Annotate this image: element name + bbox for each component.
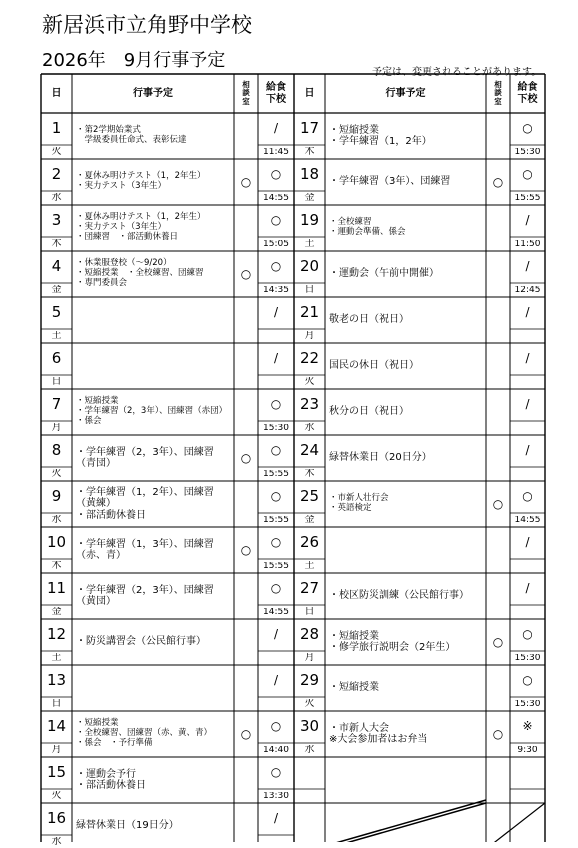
event-line: ・英語検定 <box>329 503 372 513</box>
counseling-mark: ○ <box>492 728 504 741</box>
date-number: 22 <box>299 351 320 367</box>
event-line: ・学年練習（1，3年）、団練習 <box>76 538 214 550</box>
event-line: ・校区防災訓練（公民館行事） <box>329 590 469 602</box>
event-line: ・実力テスト（3年生） <box>76 181 167 191</box>
dismissal-time: 14:35 <box>263 286 289 295</box>
weekday-label: 火 <box>51 147 62 157</box>
event-cell <box>72 252 238 296</box>
dismissal-time: 15:30 <box>514 148 541 157</box>
header-events: 行事予定 <box>385 87 426 99</box>
weekday-label: 水 <box>304 423 315 433</box>
lunch-mark: / <box>525 260 530 273</box>
event-cell <box>325 666 490 710</box>
date-number: 4 <box>51 259 62 275</box>
counseling-mark: ○ <box>492 636 504 649</box>
event-line: ・実力テスト（3年生） <box>76 222 167 233</box>
counseling-mark: ○ <box>492 498 504 511</box>
header-day: 日 <box>304 87 315 99</box>
date-number: 29 <box>299 673 320 689</box>
dismissal-time: 11:50 <box>514 240 541 249</box>
event-line: ・夏休み明けテスト（1，2年生） <box>76 212 206 223</box>
event-cell <box>325 528 490 572</box>
dismissal-time: 15:05 <box>263 240 289 249</box>
dismissal-time: 14:55 <box>263 194 289 203</box>
weekday-label: 土 <box>304 561 315 571</box>
schedule-title: 2026年 9月行事予定 <box>42 50 226 71</box>
date-number: 27 <box>299 581 320 597</box>
lunch-mark: ○ <box>270 766 282 779</box>
weekday-label: 木 <box>304 147 315 157</box>
lunch-mark: / <box>273 628 279 641</box>
event-line: ・運動会（午前中開催） <box>329 268 439 280</box>
date-number: 23 <box>299 397 320 413</box>
event-cell <box>72 344 238 388</box>
lunch-mark: / <box>273 306 279 319</box>
weekday-label: 火 <box>304 699 315 709</box>
header-events: 行事予定 <box>133 87 173 99</box>
date-number: 3 <box>51 213 62 229</box>
lunch-mark: ○ <box>522 490 533 503</box>
date-number: 1 <box>51 121 62 137</box>
lunch-mark: / <box>273 674 279 687</box>
lunch-mark: / <box>525 306 530 319</box>
event-line: （黄練） <box>76 498 116 510</box>
event-cell <box>325 620 490 664</box>
lunch-mark: / <box>273 352 279 365</box>
date-number: 8 <box>51 443 62 459</box>
event-line: ・短縮授業 <box>76 396 119 407</box>
dismissal-time: 15:55 <box>263 562 289 571</box>
event-cell <box>325 390 490 434</box>
event-line: ・学年練習（1，2年）、団練習 <box>76 486 214 498</box>
date-number: 26 <box>299 535 320 551</box>
header-day: 日 <box>51 87 62 99</box>
event-cell <box>325 712 490 756</box>
weekday-label: 金 <box>51 607 62 617</box>
event-cell <box>72 712 238 756</box>
weekday-label: 月 <box>304 331 315 341</box>
lunch-mark: ○ <box>270 444 282 457</box>
dismissal-time: 15:55 <box>514 194 541 203</box>
lunch-mark: ○ <box>270 260 282 273</box>
date-number: 16 <box>46 811 67 827</box>
event-cell <box>72 804 238 848</box>
lunch-mark: / <box>525 398 530 411</box>
lunch-mark: ○ <box>270 490 282 503</box>
date-number: 6 <box>51 351 62 367</box>
weekday-label: 火 <box>304 377 315 387</box>
dismissal-time: 15:55 <box>263 470 289 479</box>
lunch-mark: / <box>525 582 530 595</box>
event-cell <box>325 252 490 296</box>
weekday-label: 月 <box>51 745 62 755</box>
date-number: 9 <box>51 489 62 505</box>
counseling-mark: ○ <box>240 268 252 281</box>
event-line: ・学年練習（2，3年）、団練習（赤団） <box>76 406 228 417</box>
school-name: 新居浜市立角野中学校 <box>42 13 252 37</box>
weekday-label: 水 <box>51 837 62 847</box>
dismissal-time: 14:40 <box>263 746 289 755</box>
header-lunch: 給食 下校 <box>517 82 538 105</box>
dismissal-time: 12:45 <box>514 286 541 295</box>
weekday-label: 金 <box>51 285 62 295</box>
dismissal-time: 15:30 <box>514 700 541 709</box>
lunch-mark: ○ <box>270 398 282 411</box>
counseling-mark: ○ <box>240 452 252 465</box>
event-line: ・短縮授業 <box>329 124 379 136</box>
date-number: 18 <box>299 167 320 183</box>
header-counseling: 相 談 室 <box>242 79 250 106</box>
lunch-mark: ○ <box>522 168 533 181</box>
event-line: 学級委員任命式、表彰伝達 <box>76 135 187 145</box>
date-number: 13 <box>46 673 67 689</box>
date-number: 24 <box>299 443 320 459</box>
weekday-label: 日 <box>304 285 315 295</box>
weekday-label: 日 <box>304 607 315 617</box>
event-cell <box>325 160 490 204</box>
event-line: 秋分の日（祝日） <box>329 406 409 418</box>
dismissal-time: 15:55 <box>263 516 289 525</box>
event-cell <box>72 436 238 480</box>
date-number: 15 <box>46 765 67 781</box>
date-number: 11 <box>46 581 67 597</box>
event-line: ・市新人壮行会 <box>329 493 389 504</box>
dismissal-time: 14:55 <box>514 516 541 525</box>
lunch-mark: ○ <box>270 214 282 227</box>
event-cell <box>325 574 490 618</box>
date-number: 2 <box>51 167 62 183</box>
date-number: 25 <box>299 489 320 505</box>
date-number: 19 <box>299 213 320 229</box>
lunch-mark: ※ <box>522 720 533 733</box>
event-line: ・短縮授業 <box>329 630 379 642</box>
lunch-mark: / <box>273 122 279 135</box>
event-line: ・全校練習、団練習（赤、黄、青） <box>76 728 213 739</box>
event-line: （青団） <box>76 458 116 469</box>
weekday-label: 月 <box>51 423 62 433</box>
event-line: ・部活動休養日 <box>76 780 146 791</box>
dismissal-time: 13:30 <box>263 792 289 801</box>
event-line: 敬老の日（祝日） <box>329 314 409 326</box>
event-line: （黄団） <box>76 596 116 607</box>
lunch-mark: ○ <box>270 582 282 595</box>
event-cell <box>72 528 238 572</box>
weekday-label: 火 <box>51 469 62 479</box>
weekday-label: 木 <box>51 561 62 571</box>
event-line: 緑替休業日（20日分） <box>329 452 432 464</box>
weekday-label: 金 <box>304 515 315 525</box>
event-line: ・学年練習（2，3年）、団練習 <box>76 584 214 596</box>
weekday-label: 水 <box>51 193 62 203</box>
header-lunch: 給食 下校 <box>266 82 286 105</box>
event-cell <box>72 298 238 342</box>
dismissal-time: 15:30 <box>263 424 289 433</box>
date-number: 10 <box>46 535 67 551</box>
event-line: ・学年練習（1，2年） <box>329 136 432 147</box>
lunch-mark: ○ <box>270 536 282 549</box>
event-line: ※大会参加者はお弁当 <box>329 734 428 745</box>
weekday-label: 日 <box>51 699 62 709</box>
event-line: ・運動会準備、係会 <box>329 227 406 237</box>
weekday-label: 土 <box>51 331 62 341</box>
counseling-mark: ○ <box>240 728 252 741</box>
lunch-mark: ○ <box>522 122 533 135</box>
date-number: 20 <box>299 259 320 275</box>
event-cell <box>72 114 238 158</box>
lunch-mark: / <box>273 812 279 825</box>
weekday-label: 月 <box>304 653 315 663</box>
event-cell <box>72 160 238 204</box>
lunch-mark: / <box>525 444 530 457</box>
date-number: 14 <box>46 719 67 735</box>
date-number: 28 <box>299 627 320 643</box>
event-line: ・防災講習会（公民館行事） <box>76 636 206 648</box>
event-line: ・短縮授業 <box>76 718 119 729</box>
date-number: 17 <box>299 121 320 137</box>
event-line: ・運動会予行 <box>76 768 136 780</box>
weekday-label: 金 <box>304 193 315 203</box>
weekday-label: 火 <box>51 791 62 801</box>
date-number: 21 <box>299 305 320 321</box>
event-line: ・市新人大会 <box>329 722 389 734</box>
event-line: ・部活動休養日 <box>76 509 146 521</box>
event-line: ・短縮授業 ・全校練習、団練習 <box>76 268 204 279</box>
weekday-label: 木 <box>51 239 62 249</box>
event-line: ・短縮授業 <box>329 682 379 694</box>
date-number: 12 <box>46 627 67 643</box>
event-cell <box>325 482 490 526</box>
event-cell <box>72 390 238 434</box>
lunch-mark: ○ <box>270 168 282 181</box>
lunch-mark: ○ <box>522 628 533 641</box>
lunch-mark: / <box>525 214 530 227</box>
event-cell <box>72 574 238 618</box>
weekday-label: 水 <box>304 745 315 755</box>
event-line: ・係会 ・予行準備 <box>76 737 153 748</box>
dismissal-time: 15:30 <box>514 654 541 663</box>
event-line: ・夏休み明けテスト（1，2年生） <box>76 171 206 182</box>
dismissal-time: 14:55 <box>263 608 289 617</box>
weekday-label: 日 <box>51 377 62 387</box>
lunch-mark: / <box>525 536 530 549</box>
event-line: （赤、青） <box>76 550 126 561</box>
event-cell <box>72 620 238 664</box>
event-line: ・休業服登校（～9/20） <box>76 258 172 269</box>
event-cell <box>325 344 490 388</box>
date-number: 5 <box>51 305 62 321</box>
weekday-label: 木 <box>304 469 315 479</box>
date-number: 7 <box>51 397 62 413</box>
lunch-mark: / <box>525 352 530 365</box>
event-line: ・学年練習（2，3年）、団練習 <box>76 446 214 458</box>
counseling-mark: ○ <box>240 544 252 557</box>
event-line: 国民の休日（祝日） <box>329 360 419 372</box>
event-line: ・修学旅行説明会（2年生） <box>329 642 456 653</box>
event-cell <box>325 436 490 480</box>
dismissal-time: 11:45 <box>263 148 289 157</box>
event-cell <box>72 206 238 250</box>
date-number: 30 <box>299 719 320 735</box>
event-cell <box>72 666 238 710</box>
event-line: ・学年練習（3年）、団練習 <box>329 176 451 188</box>
event-cell <box>72 482 238 526</box>
event-line: ・専門委員会 <box>76 277 128 288</box>
event-cell <box>325 298 490 342</box>
lunch-mark: ○ <box>270 720 282 733</box>
weekday-label: 水 <box>51 515 62 525</box>
event-line: ・第2学期始業式 <box>76 125 141 136</box>
event-cell <box>325 206 490 250</box>
weekday-label: 土 <box>304 239 315 249</box>
event-line: 緑替休業日（19日分） <box>76 820 179 832</box>
event-cell <box>325 114 490 158</box>
header-counseling: 相 談 室 <box>494 79 502 106</box>
event-line: ・係会 <box>76 415 102 426</box>
counseling-mark: ○ <box>240 176 252 189</box>
dismissal-time: 9:30 <box>517 746 538 755</box>
event-line: ・団練習 ・部活動休養日 <box>76 231 179 242</box>
counseling-mark: ○ <box>492 176 504 189</box>
change-notice: 予定は、変更されることがあります。 <box>372 67 542 78</box>
event-cell <box>72 758 238 802</box>
weekday-label: 土 <box>51 653 62 663</box>
event-line: ・全校練習 <box>329 217 372 228</box>
lunch-mark: ○ <box>522 674 533 687</box>
